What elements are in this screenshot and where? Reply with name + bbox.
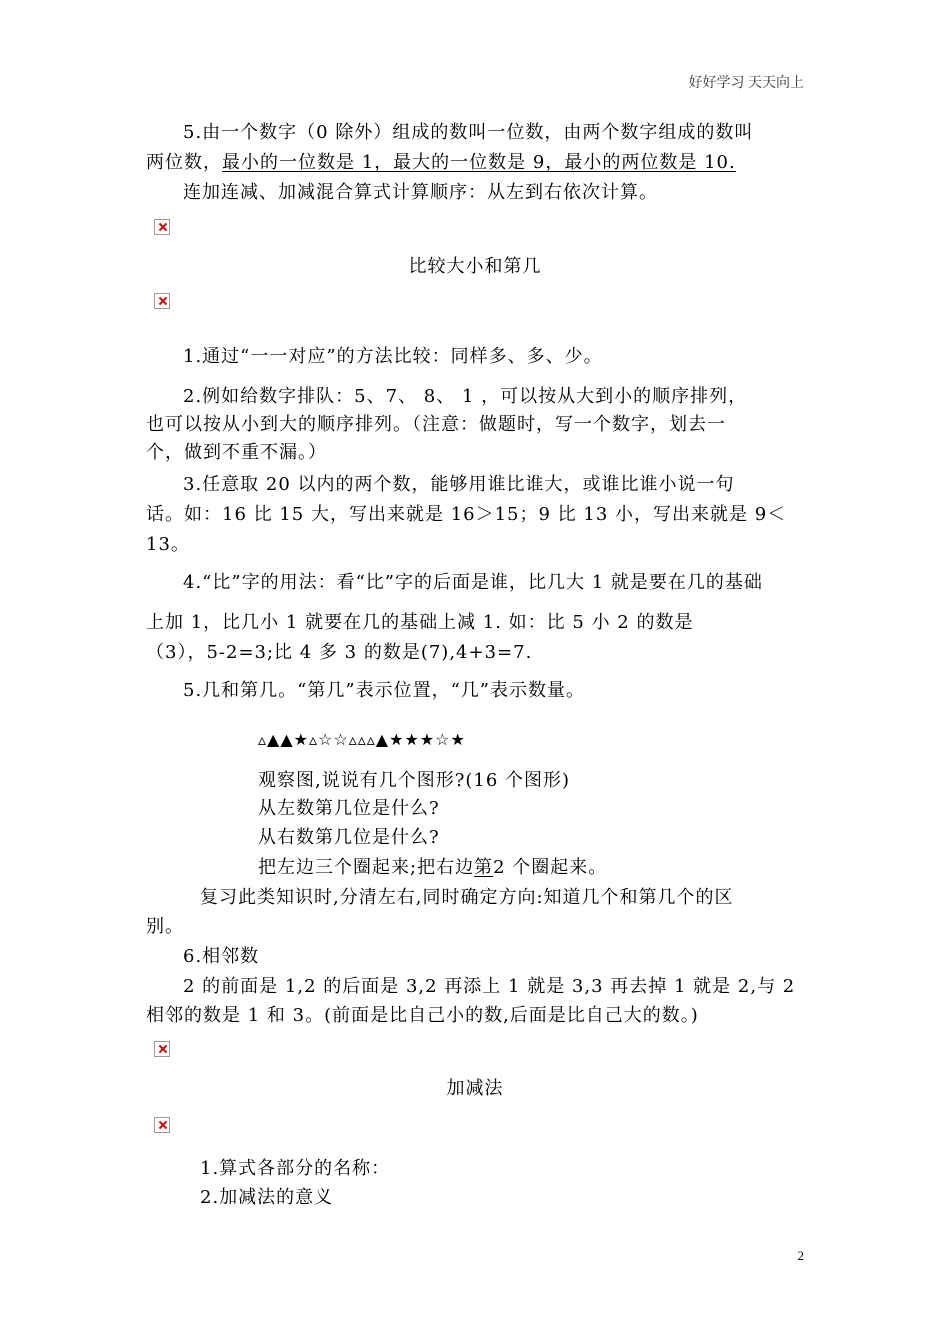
compare-point-2-line3: 个，做到不重不漏。） (146, 442, 327, 463)
adjacent-numbers-line1: 2 的前面是 1,2 的后面是 3,2 再添上 1 就是 3,3 再去掉 1 就是 2,与 2 (183, 976, 796, 997)
paragraph-5-underlined: 最小的一位数是 1，最大的一位数是 9，最小的两位数是 10. (222, 152, 736, 173)
broken-image-icon (154, 293, 170, 309)
question-4-underlined: 第 (474, 857, 494, 878)
broken-image-icon (154, 1117, 170, 1133)
paragraph-5-line2-start: 两位数， (146, 152, 222, 173)
page-number: 2 (797, 1248, 804, 1263)
adjacent-numbers-title: 6.相邻数 (183, 946, 260, 967)
paragraph-5-line1: 5.由一个数字（0 除外）组成的数叫一位数，由两个数字组成的数叫 (183, 122, 754, 143)
compare-point-3-line2: 话。如：16 比 15 大，写出来就是 16＞15；9 比 13 小，写出来就是 9＜ (146, 504, 787, 525)
add-subtract-point-1: 1.算式各部分的名称： (200, 1158, 391, 1179)
question-4-start: 把左边三个圈起来;把右边 (258, 857, 475, 878)
question-1: 观察图,说说有几个图形?(16 个图形) (258, 770, 571, 791)
review-note-line2: 别。 (146, 916, 184, 937)
compare-point-5: 5.几和第几。“第几”表示位置，“几”表示数量。 (183, 680, 585, 701)
section-title-add-subtract: 加减法 (446, 1078, 504, 1099)
adjacent-numbers-line2: 相邻的数是 1 和 3。(前面是比自己小的数,后面是比自己大的数。) (146, 1005, 699, 1026)
compare-point-4-line2: 上加 1，比几小 1 就要在几的基础上减 1. 如：比 5 小 2 的数是 (146, 612, 694, 633)
compare-point-4-line3: （3），5-2=3;比 4 多 3 的数是(7),4+3=7. (146, 642, 533, 663)
question-4 (258, 857, 607, 879)
review-note-line1: 复习此类知识时,分清左右,同时确定方向:知道几个和第几个的区 (200, 887, 734, 908)
question-3: 从右数第几位是什么? (258, 827, 440, 848)
compare-point-2-line2: 也可以按从小到大的顺序排列。（注意：做题时，写一个数字，划去一 (146, 414, 726, 435)
compare-point-3-line1: 3.任意取 20 以内的两个数，能够用谁比谁大，或谁比谁小说一句 (183, 474, 735, 495)
broken-image-icon (154, 219, 170, 235)
page-header: 好好学习 天天向上 (688, 76, 804, 91)
question-4-end: 2 个圈起来。 (493, 857, 608, 878)
paragraph-5-line2 (146, 152, 736, 174)
add-subtract-point-2: 2.加减法的意义 (200, 1187, 334, 1208)
compare-point-1: 1.通过“一一对应”的方法比较：同样多、多、少。 (183, 346, 603, 367)
question-2: 从左数第几位是什么? (258, 798, 440, 819)
compare-point-3-line3: 13。 (146, 534, 190, 555)
section-title-compare: 比较大小和第几 (408, 256, 542, 277)
broken-image-icon (154, 1041, 170, 1057)
compare-point-4-line1: 4.“比”字的用法：看“比”字的后面是谁，比几大 1 就是要在几的基础 (183, 572, 763, 593)
shape-sequence: ▵▲▲★▵☆☆▵▵▵▲★★★☆★ (258, 730, 466, 749)
calc-order-rule: 连加连减、加减混合算式计算顺序：从左到右依次计算。 (183, 182, 658, 203)
compare-point-2-line1: 2.例如给数字排队：5、7、 8、 1 ，可以按从大到小的顺序排列， (183, 386, 748, 407)
